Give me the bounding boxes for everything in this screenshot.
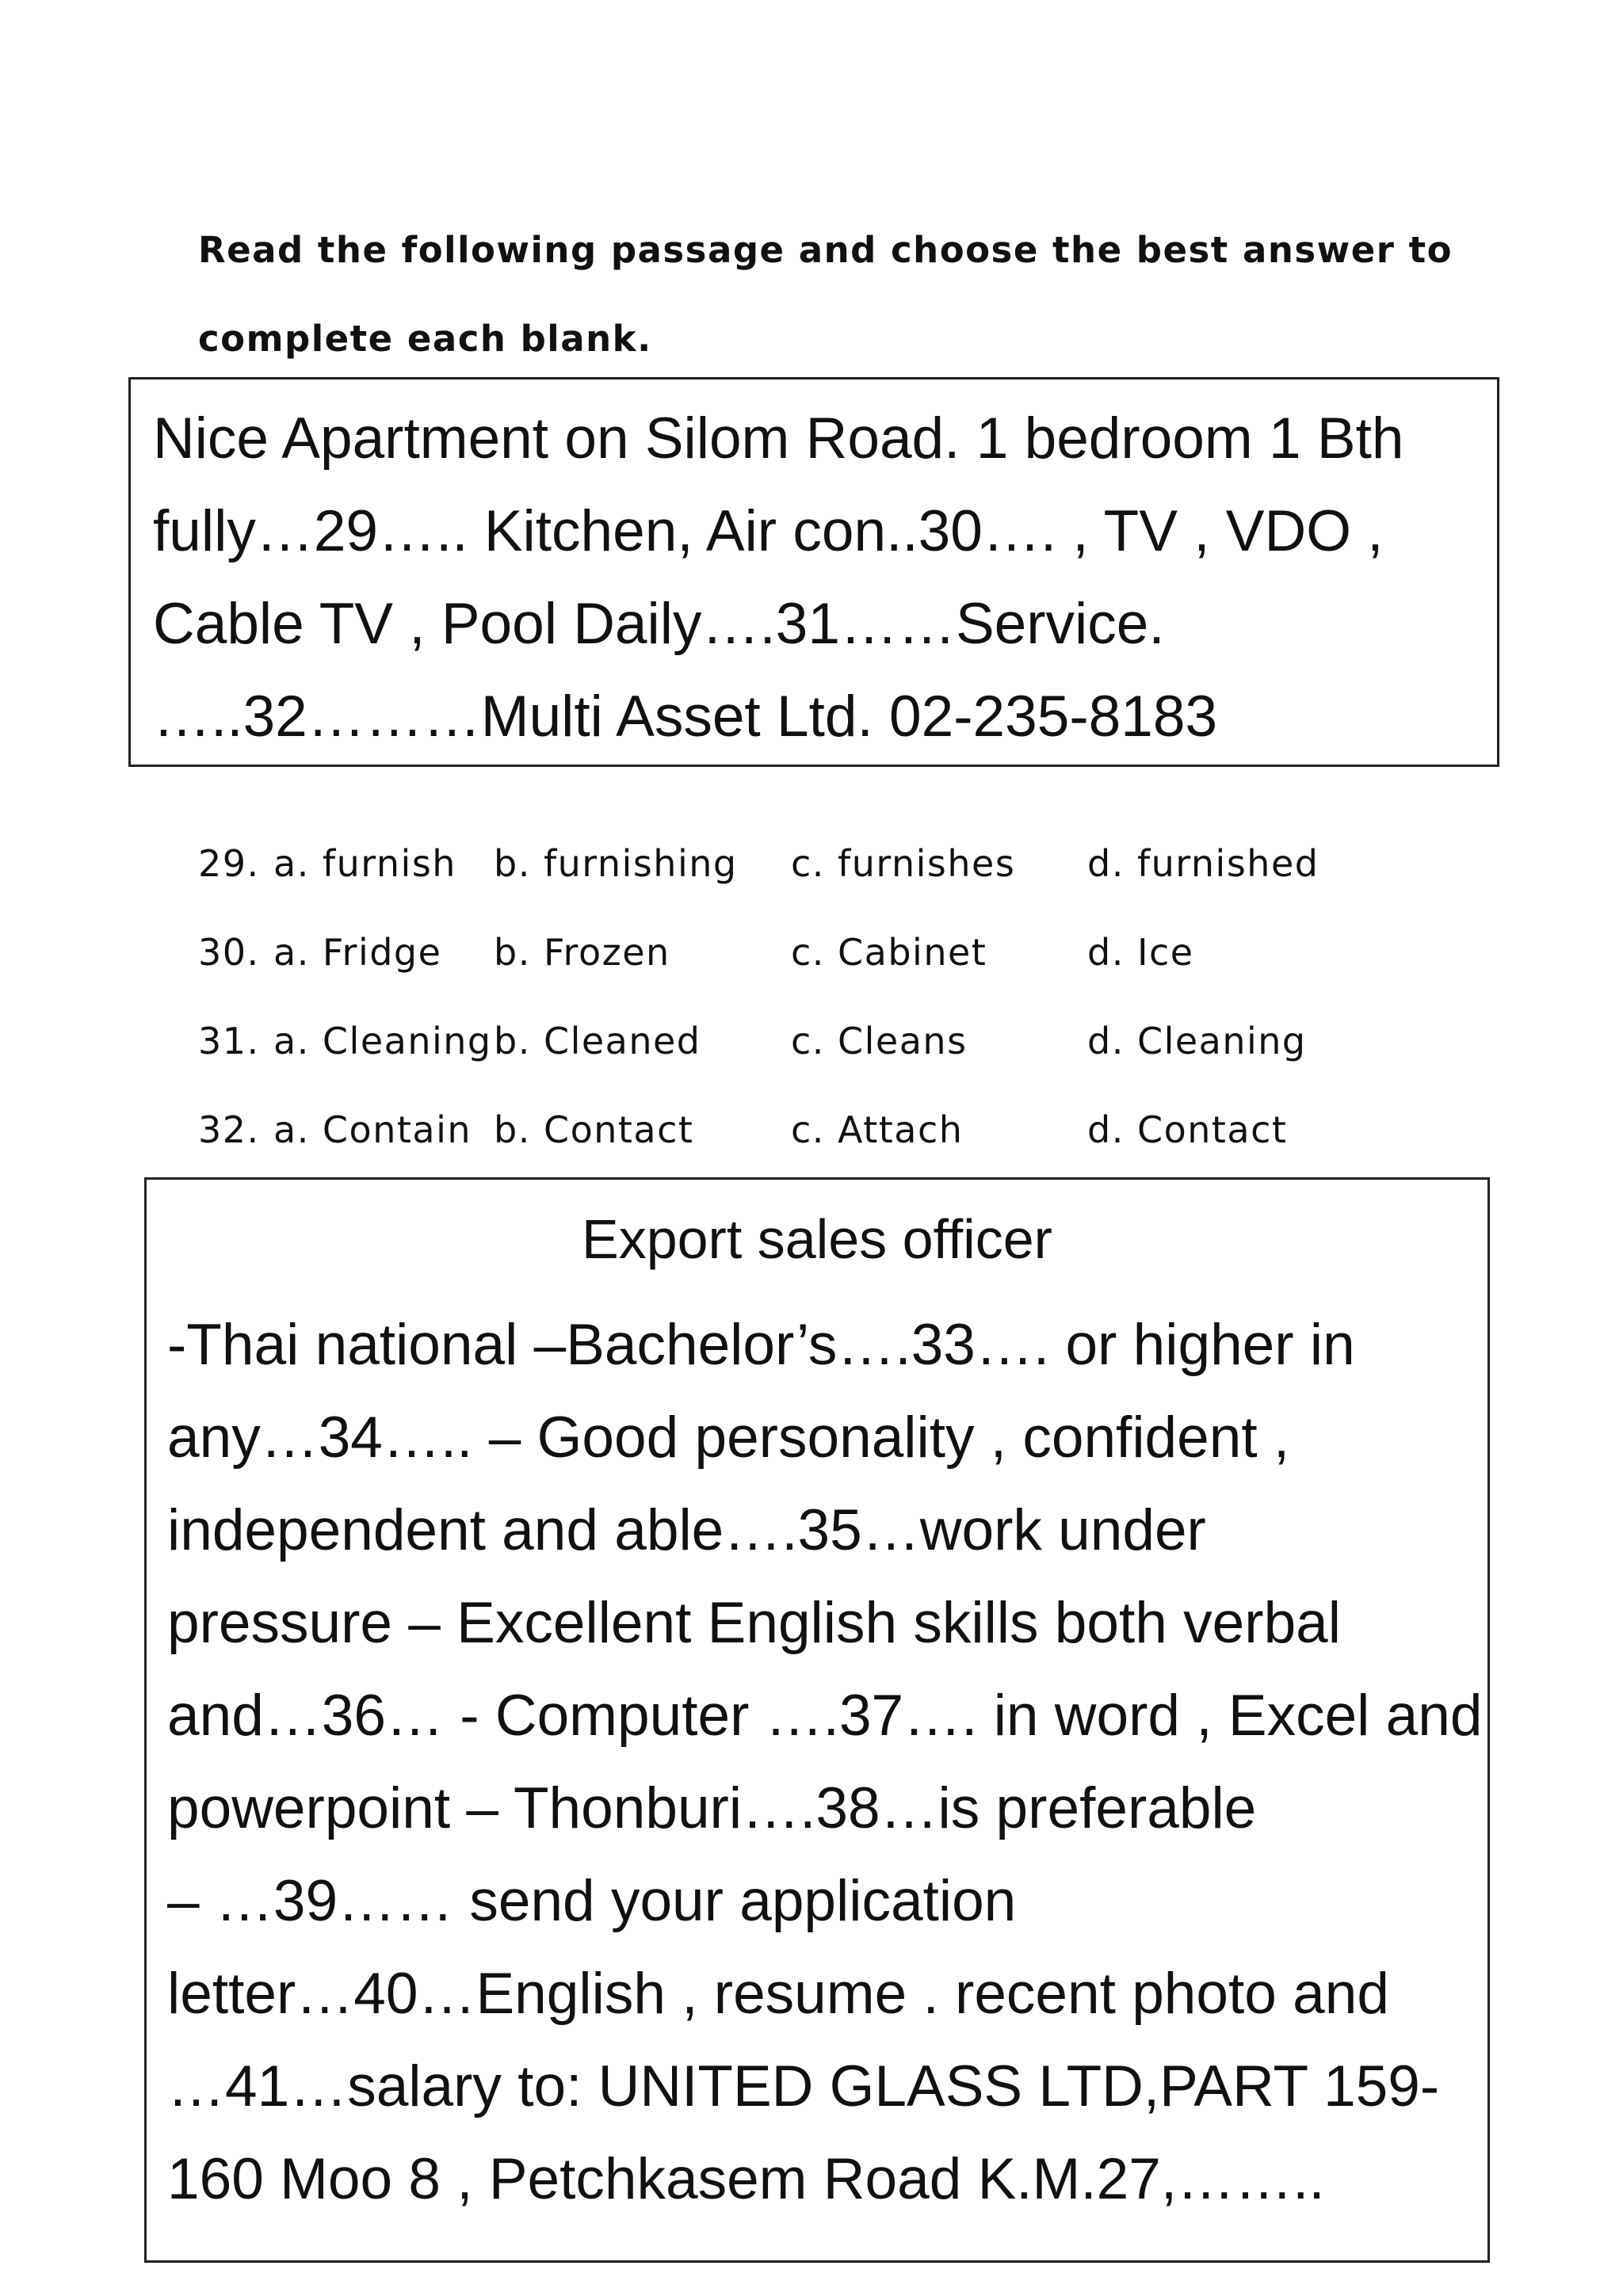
- question-number: 29.: [198, 842, 260, 885]
- option-a[interactable]: a. Contain: [273, 1108, 472, 1151]
- instruction-text: [198, 206, 1466, 383]
- job-ad-line: 160 Moo 8 , Petchkasem Road K.M.27,……..: [167, 2147, 1325, 2211]
- option-b[interactable]: b. furnishing: [494, 842, 738, 885]
- option-d[interactable]: d. Cleaning: [1087, 1020, 1307, 1062]
- option-d[interactable]: d. furnished: [1087, 842, 1319, 885]
- job-ad-line: any…34….. – Good personality , confident ,: [167, 1405, 1290, 1470]
- option-c[interactable]: c. furnishes: [791, 842, 1016, 885]
- question-row-29: [198, 819, 1466, 908]
- option-c[interactable]: c. Cabinet: [791, 931, 987, 974]
- option-c[interactable]: c. Attach: [791, 1108, 964, 1151]
- option-d[interactable]: d. Ice: [1087, 931, 1194, 974]
- job-ad-box: [144, 1177, 1490, 2263]
- job-ad-line: powerpoint – Thonburi….38…is preferable: [167, 1776, 1257, 1840]
- apartment-ad-line: Cable TV , Pool Daily….31……Service.: [153, 592, 1165, 656]
- job-ad-line: …41…salary to: UNITED GLASS LTD,PART 159-: [167, 2054, 1440, 2119]
- instruction-line-1: Read the following passage and choose the best answer to: [198, 229, 1453, 271]
- job-ad-line: independent and able….35…work under: [167, 1498, 1206, 1562]
- instruction-line-2: complete each blank.: [198, 318, 652, 360]
- job-ad-line: and…36… - Computer ….37…. in word , Excel and: [167, 1684, 1483, 1748]
- option-b[interactable]: b. Cleaned: [494, 1020, 701, 1062]
- apartment-ad-line: Nice Apartment on Silom Road. 1 bedroom 1 Bth: [153, 406, 1404, 471]
- job-ad-line: letter…40…English , resume . recent photo and: [167, 1962, 1389, 2026]
- option-b[interactable]: b. Contact: [494, 1108, 694, 1151]
- question-choices: [198, 819, 1466, 1174]
- job-ad-line: pressure – Excellent English skills both verbal: [167, 1591, 1341, 1655]
- option-b[interactable]: b. Frozen: [494, 931, 670, 974]
- option-a[interactable]: a. Fridge: [273, 931, 442, 974]
- question-row-30: [198, 908, 1466, 997]
- job-ad-line: – …39…… send your application: [167, 1869, 1017, 1933]
- question-number: 31.: [198, 1020, 260, 1062]
- question-number: 30.: [198, 931, 260, 974]
- job-ad-title: Export sales officer: [582, 1208, 1052, 1270]
- apartment-ad-line: fully…29….. Kitchen, Air con..30…. , TV , VDO ,: [153, 499, 1384, 563]
- apartment-ad-line: …..32………Multi Asset Ltd. 02-235-8183: [153, 685, 1218, 749]
- option-c[interactable]: c. Cleans: [791, 1020, 968, 1062]
- job-ad-line: -Thai national –Bachelor’s….33…. or higher in: [167, 1313, 1355, 1377]
- option-a[interactable]: a. Cleaning: [273, 1020, 492, 1062]
- question-number: 32.: [198, 1108, 260, 1151]
- option-a[interactable]: a. furnish: [273, 842, 456, 885]
- question-row-31: [198, 997, 1466, 1085]
- question-row-32: [198, 1085, 1466, 1174]
- option-d[interactable]: d. Contact: [1087, 1108, 1288, 1151]
- apartment-ad-box: [128, 377, 1499, 767]
